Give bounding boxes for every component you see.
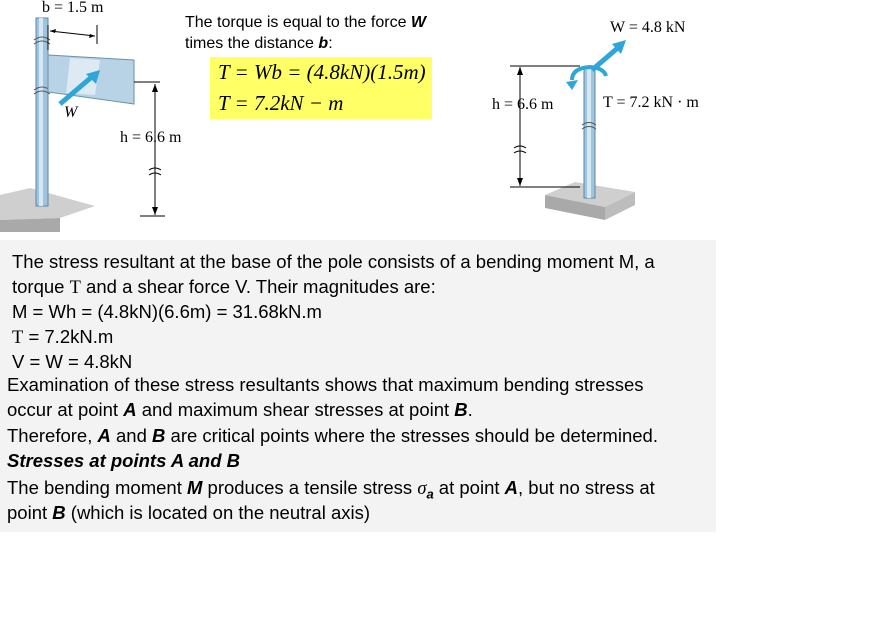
p1-line-2-a: torque [12,276,70,297]
b-dimension-line [50,31,95,36]
stresses-heading: Stresses at points A and B [7,450,241,471]
p2-line-2-b: and maximum shear stresses at point [136,399,455,420]
torque-note-b: b [318,35,329,52]
p3-point-b: B [152,425,166,446]
p3-c: are critical points where the stresses should be determined. [165,425,658,446]
torque-note [185,12,485,54]
equation-1: T = Wb = (4.8kN)(1.5m) [218,60,426,84]
p1-torque-symbol: T [69,278,81,298]
torque-equation-value: = 7.2kN.m [23,326,114,347]
p4-line-1-c: at point [433,477,505,498]
p4-point-a: A [504,477,519,498]
torque-equation [12,326,113,349]
right-t-label: T = 7.2 kN · m [603,94,699,111]
p4-line-2-b: (which is located on the neutral axis) [65,502,371,523]
p4-line-2-a: point [7,502,53,523]
torque-note-w: W [410,14,427,31]
left-h-label: h = 6.6 m [120,129,182,146]
left-base-side [0,218,60,232]
torque-note-text-a: The torque is equal to the force [185,14,411,31]
torque-curl-head [566,80,578,90]
left-pole-highlight [39,18,43,206]
right-pole-drawing [480,10,720,225]
right-h-label: h = 6.6 m [492,96,554,113]
p4-line-1 [7,477,655,502]
shear-equation: V = W = 4.8kN [12,351,133,372]
torque-equation-symbol: T [12,328,24,348]
p4-sigma: σ [417,479,427,499]
right-w-label: W = 4.8 kN [610,19,686,36]
p4-point-b: B [52,502,66,523]
p1-line-2 [12,276,436,299]
p3-point-a: A [97,425,111,446]
p2-line-2 [7,399,473,421]
p3-line [7,425,658,447]
p3-b: and [110,425,153,446]
equation-box [210,57,432,119]
b-label: b = 1.5 m [42,0,104,16]
p4-line-1-b: produces a tensile stress [202,477,418,498]
p2-line-1: Examination of these stress resultants shows that maximum bending stresses [7,374,644,395]
right-pole-highlight [587,68,591,198]
torque-note-colon: : [328,35,333,52]
explanation-block [0,240,716,532]
right-w-arrow-shaft [592,46,620,70]
left-pole-figure [0,0,200,235]
p2-point-b: B [454,399,468,420]
left-pole-drawing [0,0,200,235]
right-pole-figure [480,10,720,225]
p2-line-2-c: . [467,399,473,420]
p4-line-2 [7,502,370,524]
p3-a: Therefore, [7,425,98,446]
p4-line-1-a: The bending moment [7,477,187,498]
p4-sigma-sub: a [426,486,434,502]
p4-line-1-d: , but no stress at [518,477,655,498]
p2-line-2-a: occur at point [7,399,124,420]
equation-2: T = 7.2kN − m [218,91,344,115]
p2-point-a: A [123,399,137,420]
left-w-label: W [64,104,78,121]
p1-line-2-b: and a shear force V. Their magnitudes are: [80,276,436,297]
moment-equation: M = Wh = (4.8kN)(6.6m) = 31.68kN.m [12,301,322,322]
p4-moment-m: M [186,477,203,498]
torque-note-text-b: times the distance [185,35,319,52]
p1-line-1: The stress resultant at the base of the pole consists of a bending moment M, a [12,251,655,272]
